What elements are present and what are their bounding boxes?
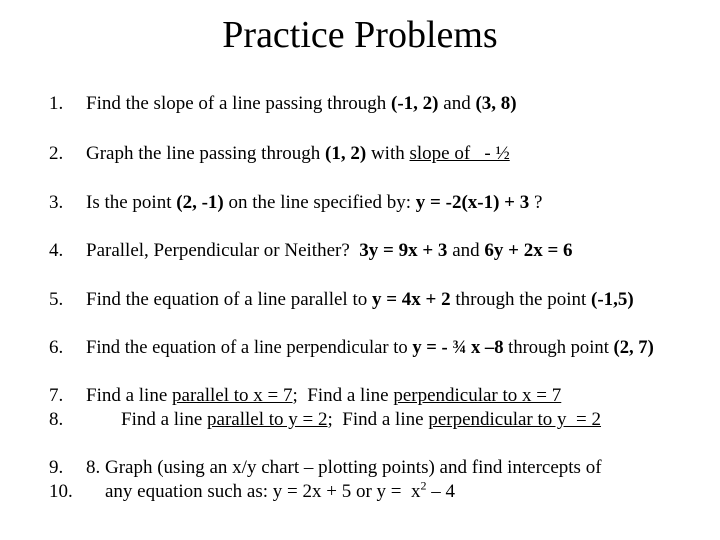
- problem-8-parallel: parallel to y = 2: [207, 409, 328, 430]
- problem-5-text-a: Find the equation of a line parallel to: [86, 289, 372, 310]
- problem-1-point-a: (-1, 2): [391, 93, 439, 114]
- problem-2-slope: slope of - ½: [409, 143, 510, 164]
- problem-8-perpendicular: perpendicular to y = 2: [428, 409, 602, 430]
- problem-8-text: [121, 409, 601, 431]
- problem-4-text-b: and: [447, 240, 485, 261]
- problem-10-number: 10.: [49, 481, 73, 502]
- problem-8-text-a: Find a line: [121, 409, 208, 430]
- problem-1-text: [86, 93, 517, 115]
- problem-4-equation-a: 3y = 9x + 3: [359, 240, 448, 261]
- problem-2-number: 2.: [49, 143, 64, 164]
- problem-6-equation: y = - ¾ x –8: [412, 337, 504, 358]
- problem-6-text-b: through point: [503, 337, 614, 358]
- problem-7-parallel: parallel to x = 7: [172, 385, 293, 406]
- problem-1-text-a: Find the slope of a line passing through: [86, 93, 392, 114]
- problem-10-text-b: – 4: [426, 481, 456, 502]
- problem-2-text-b: with: [366, 143, 410, 164]
- problem-8-text-b: ; Find a line: [327, 409, 429, 430]
- problem-5-text-b: through the point: [450, 289, 592, 310]
- problem-7-text: [86, 385, 561, 407]
- problem-6-text-a: Find the equation of a line perpendicular to: [86, 337, 413, 358]
- problem-3-text: [86, 192, 542, 214]
- problem-7-perpendicular: perpendicular to x = 7: [393, 385, 562, 406]
- problem-6-number: 6.: [49, 337, 64, 358]
- problem-5-number: 5.: [49, 289, 64, 310]
- problem-4-number: 4.: [49, 240, 64, 261]
- problem-6-point: (2, 7): [613, 337, 654, 358]
- problem-1-number: 1.: [49, 93, 64, 114]
- problem-5-equation: y = 4x + 2: [371, 289, 451, 310]
- problem-10-text-a: any equation such as: y = 2x + 5 or y = x: [105, 481, 421, 502]
- problem-2-text: [86, 143, 510, 165]
- problem-2-point: (1, 2): [325, 143, 367, 164]
- page-title: Practice Problems: [222, 14, 498, 56]
- problem-4-equation-b: 6y + 2x = 6: [484, 240, 573, 261]
- problem-7-number: 7.: [49, 385, 64, 406]
- problem-4-text: [86, 240, 573, 262]
- problem-7-text-b: ; Find a line: [292, 385, 394, 406]
- problem-10-exponent: 2: [420, 478, 427, 493]
- problem-5-point: (-1,5): [591, 289, 634, 310]
- problem-3-text-a: Is the point: [86, 192, 177, 213]
- problem-3-text-c: ?: [529, 192, 543, 213]
- problem-3-text-b: on the line specified by:: [223, 192, 416, 213]
- problem-3-number: 3.: [49, 192, 64, 213]
- problem-7-text-a: Find a line: [86, 385, 173, 406]
- problem-6-text: [86, 337, 654, 359]
- problem-3-equation: y = -2(x-1) + 3: [415, 192, 530, 213]
- problem-5-text: [86, 289, 634, 311]
- problem-9-text: 8. Graph (using an x/y chart – plotting points) and find intercepts of: [86, 457, 602, 478]
- problem-8-number: 8.: [49, 409, 64, 430]
- problem-9-number: 9.: [49, 457, 64, 478]
- problem-3-point: (2, -1): [176, 192, 224, 213]
- problem-1-point-b: (3, 8): [475, 93, 517, 114]
- problem-2-text-a: Graph the line passing through: [86, 143, 326, 164]
- problem-10-text: [105, 478, 456, 503]
- problem-4-text-a: Parallel, Perpendicular or Neither?: [86, 240, 360, 261]
- problem-1-text-b: and: [438, 93, 476, 114]
